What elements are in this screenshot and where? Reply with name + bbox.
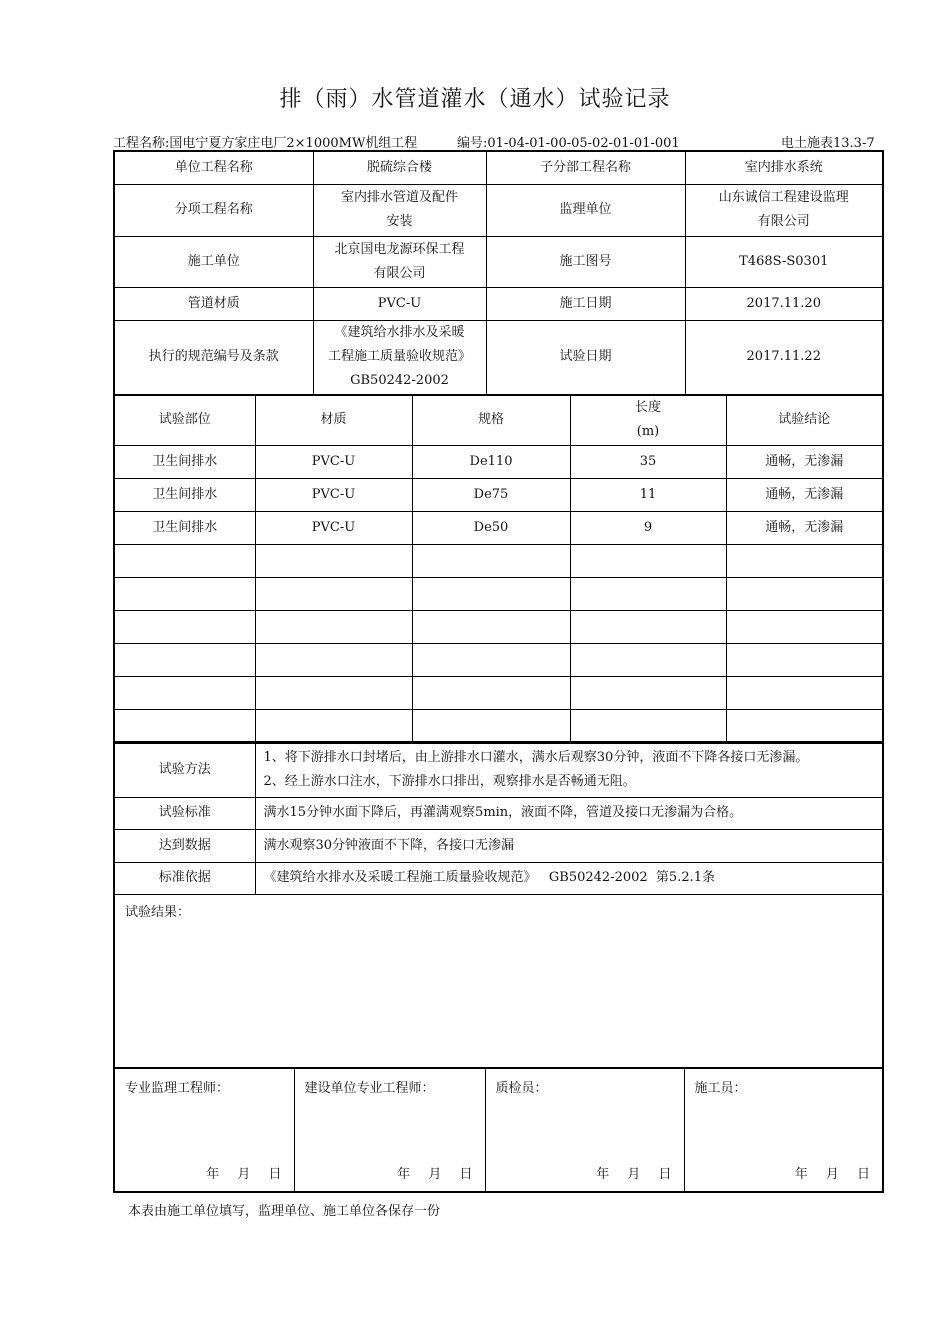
record-number: 编号:01-04-01-00-05-02-01-01-001 bbox=[457, 136, 680, 151]
empty-row bbox=[114, 577, 883, 610]
construct-date-value: 2017.11.20 bbox=[685, 287, 883, 320]
achieved-data-label: 达到数据 bbox=[114, 829, 255, 862]
unit-project-label: 单位工程名称 bbox=[114, 151, 313, 184]
row-length: 9 bbox=[570, 511, 726, 544]
test-standard-label: 试验标准 bbox=[114, 797, 255, 829]
row-length: 35 bbox=[570, 445, 726, 478]
header-length: 长度 (m) bbox=[570, 395, 726, 445]
date-field: 年 月 日 bbox=[397, 1167, 473, 1182]
row-material: PVC-U bbox=[255, 511, 412, 544]
supervisor-signature: 专业监理工程师： 年 月 日 bbox=[114, 1068, 294, 1192]
method-label: 试验方法 bbox=[114, 743, 255, 797]
date-field: 年 月 日 bbox=[596, 1167, 672, 1182]
header-part: 试验部位 bbox=[114, 395, 255, 445]
signature-table bbox=[113, 1067, 884, 1193]
empty-row bbox=[114, 643, 883, 676]
row-conclusion: 通畅，无渗漏 bbox=[726, 511, 883, 544]
date-field: 年 月 日 bbox=[794, 1167, 870, 1182]
item-project-value: 室内排水管道及配件 安装 bbox=[313, 184, 486, 236]
table-row bbox=[114, 511, 883, 544]
supervisor-label: 监理单位 bbox=[486, 184, 685, 236]
row-spec: De75 bbox=[412, 478, 570, 511]
material-label: 管道材质 bbox=[114, 287, 313, 320]
info-table bbox=[113, 150, 884, 396]
empty-row bbox=[114, 544, 883, 577]
unit-project-value: 脱硫综合楼 bbox=[313, 151, 486, 184]
basis-value: 《建筑给水排水及采暖工程施工质量验收规范》 GB50242-2002 第5.2.1条 bbox=[255, 862, 883, 894]
page-title: 排（雨）水管道灌水（通水）试验记录 bbox=[279, 87, 671, 112]
drawing-value: T468S-S0301 bbox=[685, 236, 883, 287]
supervisor-value: 山东诚信工程建设监理 有限公司 bbox=[685, 184, 883, 236]
test-date-value: 2017.11.22 bbox=[685, 320, 883, 395]
row-conclusion: 通畅，无渗漏 bbox=[726, 445, 883, 478]
standard-label: 执行的规范编号及条款 bbox=[114, 320, 313, 395]
test-result-area bbox=[114, 894, 883, 1068]
date-field: 年 月 日 bbox=[206, 1167, 282, 1182]
header-spec: 规格 bbox=[412, 395, 570, 445]
drawing-label: 施工图号 bbox=[486, 236, 685, 287]
empty-row bbox=[114, 610, 883, 643]
basis-label: 标准依据 bbox=[114, 862, 255, 894]
table-row bbox=[114, 478, 883, 511]
row-conclusion: 通畅，无渗漏 bbox=[726, 478, 883, 511]
test-table bbox=[113, 394, 884, 743]
standard-value: 《建筑给水排水及采暖 工程施工质量验收规范》 GB50242-2002 bbox=[313, 320, 486, 395]
row-part: 卫生间排水 bbox=[114, 445, 255, 478]
footnote: 本表由施工单位填写，监理单位、施工单位各保存一份 bbox=[128, 1204, 441, 1219]
worker-signature: 施工员： 年 月 日 bbox=[684, 1068, 883, 1192]
empty-row bbox=[114, 709, 883, 742]
construct-date-label: 施工日期 bbox=[486, 287, 685, 320]
project-name: 工程名称:国电宁夏方家庄电厂2×1000MW机组工程 bbox=[113, 136, 418, 151]
row-part: 卫生间排水 bbox=[114, 511, 255, 544]
row-material: PVC-U bbox=[255, 478, 412, 511]
empty-row bbox=[114, 676, 883, 709]
item-project-label: 分项工程名称 bbox=[114, 184, 313, 236]
form-number: 电土施表13.3-7 bbox=[781, 136, 875, 151]
row-spec: De50 bbox=[412, 511, 570, 544]
achieved-data-value: 满水观察30分钟液面不下降，各接口无渗漏 bbox=[255, 829, 883, 862]
header-conclusion: 试验结论 bbox=[726, 395, 883, 445]
test-date-label: 试验日期 bbox=[486, 320, 685, 395]
method-value: 1、将下游排水口封堵后，由上游排水口灌水，满水后观察30分钟，液面不下降各接口无渗漏。 2、经上游水口注水，下游排水口排出，观察排水是否畅通无阻。 bbox=[255, 743, 883, 797]
row-spec: De110 bbox=[412, 445, 570, 478]
material-value: PVC-U bbox=[313, 287, 486, 320]
table-row bbox=[114, 445, 883, 478]
header-material: 材质 bbox=[255, 395, 412, 445]
contractor-value: 北京国电龙源环保工程 有限公司 bbox=[313, 236, 486, 287]
owner-signature: 建设单位专业工程师： 年 月 日 bbox=[294, 1068, 485, 1192]
method-table bbox=[113, 742, 884, 1069]
sub-project-value: 室内排水系统 bbox=[685, 151, 883, 184]
row-length: 11 bbox=[570, 478, 726, 511]
qc-signature: 质检员： 年 月 日 bbox=[485, 1068, 684, 1192]
sub-project-label: 子分部工程名称 bbox=[486, 151, 685, 184]
test-standard-value: 满水15分钟水面下降后，再灌满观察5min，液面不降，管道及接口无渗漏为合格。 bbox=[255, 797, 883, 829]
test-result-label: 试验结果： bbox=[125, 904, 191, 920]
row-material: PVC-U bbox=[255, 445, 412, 478]
row-part: 卫生间排水 bbox=[114, 478, 255, 511]
contractor-label: 施工单位 bbox=[114, 236, 313, 287]
